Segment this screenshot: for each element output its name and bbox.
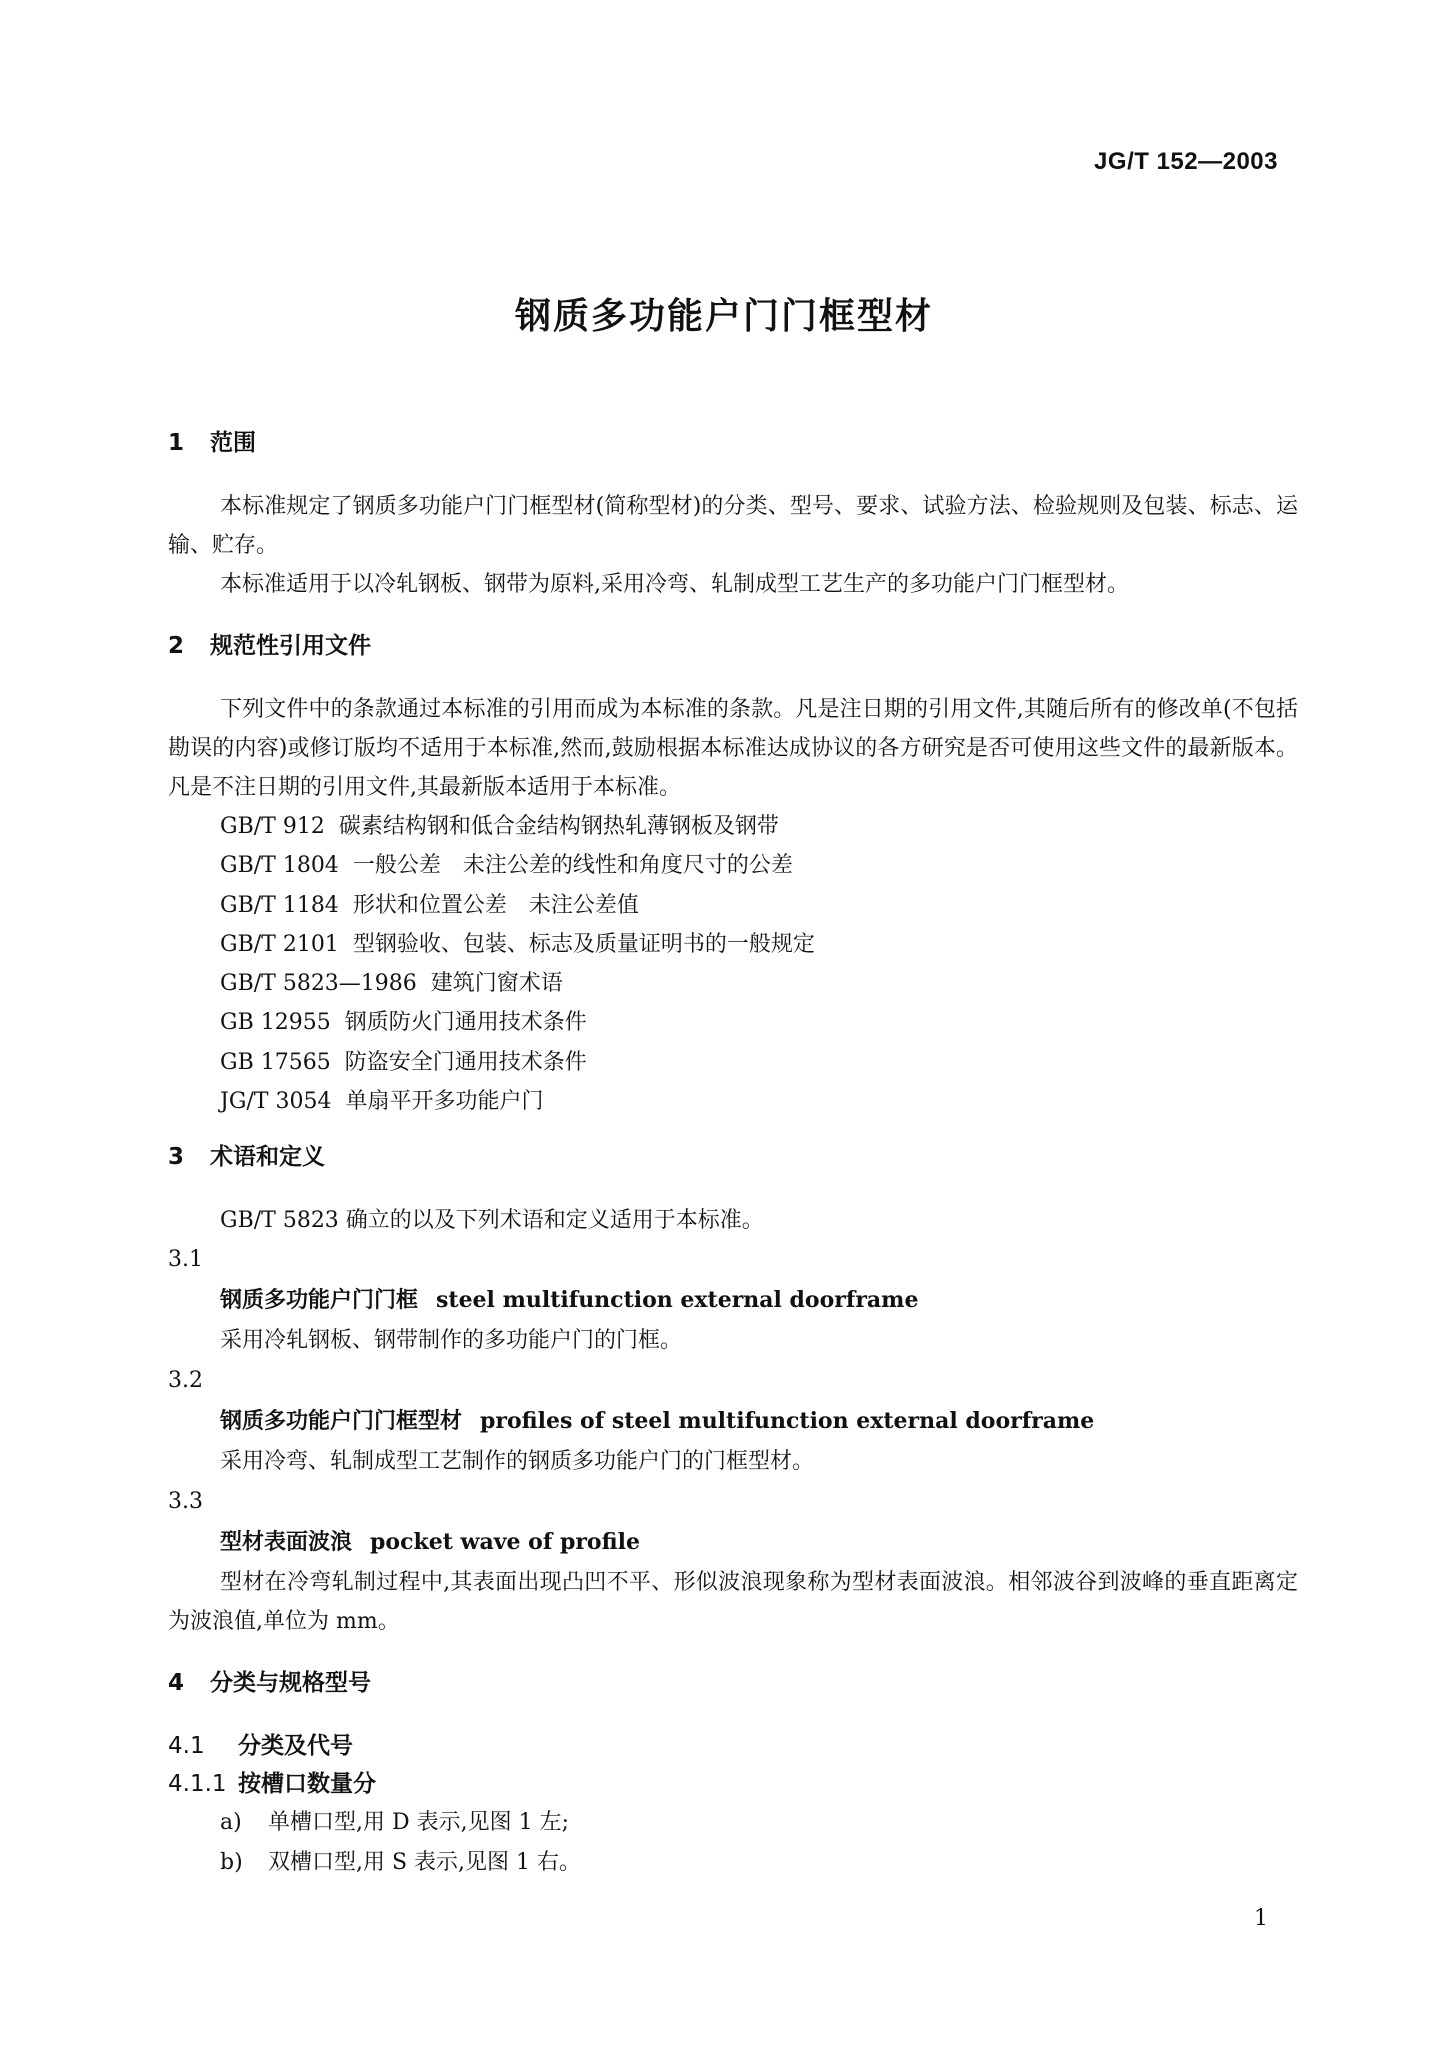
reference-title: 建筑门窗术语 — [430, 971, 563, 997]
reference-title: 单扇平开多功能户门 — [345, 1089, 544, 1115]
list-text: 双槽口型,用 S 表示,见图 1 右。 — [268, 1850, 582, 1876]
section-number: 1 — [168, 430, 185, 456]
list-item — [220, 1843, 1298, 1883]
term-en: steel multifunction external doorframe — [436, 1287, 919, 1314]
reference-code: GB 12955 — [220, 1010, 331, 1036]
term-number: 3.2 — [168, 1368, 203, 1394]
list-marker: a) — [220, 1810, 242, 1836]
reference-code: GB/T 2101 — [220, 931, 339, 957]
subsection-title: 分类及代号 — [238, 1733, 353, 1760]
section-1-paragraph-2: 本标准适用于以冷轧钢板、钢带为原料,采用冷弯、轧制成型工艺生产的多功能户门门框型材。 — [220, 572, 1129, 597]
section-4-heading — [168, 1665, 1298, 1701]
reference-title: 一般公差 未注公差的线性和角度尺寸的公差 — [352, 853, 793, 879]
list-item — [220, 1803, 1298, 1843]
term-definition: 采用冷轧钢板、钢带制作的多功能户门的门框。 — [220, 1328, 683, 1354]
section-1-heading — [168, 425, 1298, 461]
term-entry — [220, 1522, 1298, 1563]
term-number: 3.3 — [168, 1489, 203, 1515]
term-en: profiles of steel multifunction external doorframe — [480, 1408, 1095, 1435]
standard-code: JG/T 152—2003 — [1094, 148, 1278, 175]
page-number: 1 — [1254, 1906, 1268, 1931]
reference-item — [220, 846, 1298, 885]
term-definition: 型材在冷弯轧制过程中,其表面出现凸凹不平、形似波浪现象称为型材表面波浪。相邻波谷到波峰的垂直距离定为波浪值,单位为 mm。 — [168, 1570, 1298, 1635]
term-entry — [220, 1280, 1298, 1321]
section-title: 分类与规格型号 — [210, 1670, 371, 1697]
reference-item — [220, 886, 1298, 925]
term-zh: 型材表面波浪 — [220, 1530, 353, 1556]
section-2-paragraph: 下列文件中的条款通过本标准的引用而成为本标准的条款。凡是注日期的引用文件,其随后所有的修改单(不包括勘误的内容)或修订版均不适用于本标准,然而,鼓励根据本标准达成协议的各方研究是否可使用这些文件的最新版本。凡是不注日期的引用文件,其最新版本适用于本标准。 — [168, 697, 1298, 800]
subsection-4-1-heading — [168, 1727, 1298, 1765]
subsection-number: 4.1 — [168, 1733, 205, 1760]
section-number: 4 — [168, 1670, 185, 1697]
reference-code: GB/T 5823—1986 — [220, 971, 417, 997]
section-number: 2 — [168, 633, 185, 659]
reference-title: 碳素结构钢和低合金结构钢热轧薄钢板及钢带 — [338, 814, 779, 839]
term-zh: 钢质多功能户门门框型材 — [220, 1409, 463, 1435]
section-3-heading — [168, 1139, 1298, 1175]
document-body — [168, 425, 1298, 1883]
reference-title: 型钢验收、包装、标志及质量证明书的一般规定 — [352, 931, 815, 957]
term-number: 3.1 — [168, 1247, 203, 1273]
subsection-number: 4.1.1 — [168, 1771, 227, 1798]
section-number: 3 — [168, 1144, 185, 1171]
section-title: 规范性引用文件 — [210, 633, 371, 659]
reference-code: GB 17565 — [220, 1049, 331, 1075]
reference-code: GB/T 1184 — [220, 892, 339, 918]
section-3-paragraph: GB/T 5823 确立的以及下列术语和定义适用于本标准。 — [220, 1208, 764, 1234]
list-text: 单槽口型,用 D 表示,见图 1 左; — [268, 1810, 570, 1836]
section-2-heading — [168, 628, 1298, 664]
reference-title: 钢质防火门通用技术条件 — [344, 1010, 587, 1036]
list-marker: b) — [220, 1850, 243, 1876]
reference-title: 防盗安全门通用技术条件 — [344, 1049, 587, 1075]
reference-item — [220, 1043, 1298, 1082]
reference-code: GB/T 912 — [220, 814, 325, 839]
subsection-4-1-1-heading — [168, 1765, 1298, 1803]
term-en: pocket wave of profile — [370, 1529, 640, 1556]
reference-title: 形状和位置公差 未注公差值 — [352, 892, 639, 918]
section-title: 范围 — [210, 430, 256, 456]
term-zh: 钢质多功能户门门框 — [220, 1288, 419, 1314]
section-1-paragraph-1: 本标准规定了钢质多功能户门门框型材(简称型材)的分类、型号、要求、试验方法、检验规则及包装、标志、运输、贮存。 — [168, 494, 1298, 558]
document-title: 钢质多功能户门门框型材 — [514, 296, 933, 337]
reference-item — [220, 964, 1298, 1003]
reference-item — [220, 925, 1298, 964]
section-title: 术语和定义 — [210, 1144, 325, 1171]
term-definition: 采用冷弯、轧制成型工艺制作的钢质多功能户门的门框型材。 — [220, 1449, 815, 1475]
reference-item — [220, 1003, 1298, 1042]
term-entry — [220, 1401, 1298, 1442]
reference-code: JG/T 3054 — [220, 1089, 332, 1115]
reference-code: GB/T 1804 — [220, 853, 339, 879]
reference-item — [220, 807, 1298, 846]
reference-item — [220, 1082, 1298, 1121]
subsection-title: 按槽口数量分 — [238, 1771, 376, 1798]
